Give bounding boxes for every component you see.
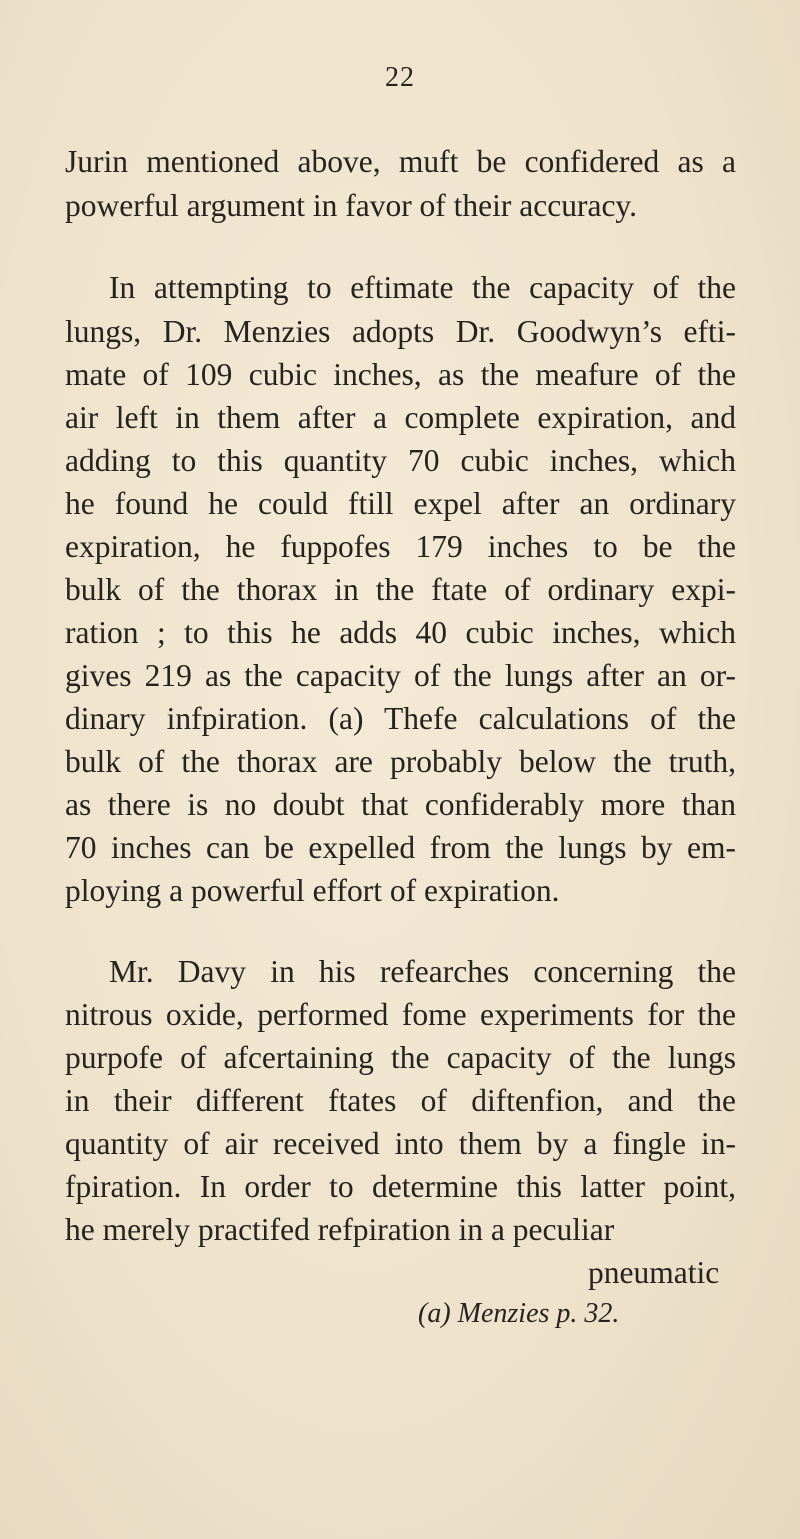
text-line: air left in them after a complete expiration, and — [65, 400, 736, 435]
text-line: Jurin mentioned above, muft be confidered as a — [65, 144, 736, 179]
text-line: 70 inches can be expelled from the lungs by em- — [65, 830, 736, 865]
text-line: lungs, Dr. Menzies adopts Dr. Goodwyn’s efti- — [65, 314, 736, 349]
footnote: (a) Menzies p. 32. — [418, 1298, 620, 1329]
text-line: as there is no doubt that confiderably more than — [65, 787, 736, 822]
text-line: in their different ftates of diftenfion, and the — [65, 1083, 736, 1118]
text-line: quantity of air received into them by a fingle in- — [65, 1126, 736, 1161]
text-line: expiration, he fuppofes 179 inches to be the — [65, 529, 736, 564]
page-number: 22 — [385, 62, 415, 93]
text-line: mate of 109 cubic inches, as the meafure of the — [65, 357, 736, 392]
text-line: ration ; to this he adds 40 cubic inches, which — [65, 615, 736, 650]
catchword: pneumatic — [588, 1255, 720, 1290]
text-line: bulk of the thorax are probably below the truth, — [65, 744, 736, 779]
text-line: gives 219 as the capacity of the lungs after an or- — [65, 658, 736, 693]
text-line: nitrous oxide, performed fome experiments for the — [65, 997, 736, 1032]
text-line: he found he could ftill expel after an ordinary — [65, 486, 736, 521]
text-line: powerful argument in favor of their accuracy. — [65, 188, 637, 223]
text-line: In attempting to eftimate the capacity of the — [109, 270, 736, 305]
text-line: ploying a powerful effort of expiration. — [65, 873, 560, 908]
text-line: dinary infpiration. (a) Thefe calculations of the — [65, 701, 736, 736]
text-line: he merely practifed refpiration in a peculiar — [65, 1212, 615, 1247]
text-line: bulk of the thorax in the ftate of ordinary expi- — [65, 572, 736, 607]
text-line: Mr. Davy in his refearches concerning the — [109, 954, 736, 989]
text-line: fpiration. In order to determine this latter point, — [65, 1169, 736, 1204]
text-line: purpofe of afcertaining the capacity of the lungs — [65, 1040, 736, 1075]
text-line: adding to this quantity 70 cubic inches, which — [65, 443, 736, 478]
